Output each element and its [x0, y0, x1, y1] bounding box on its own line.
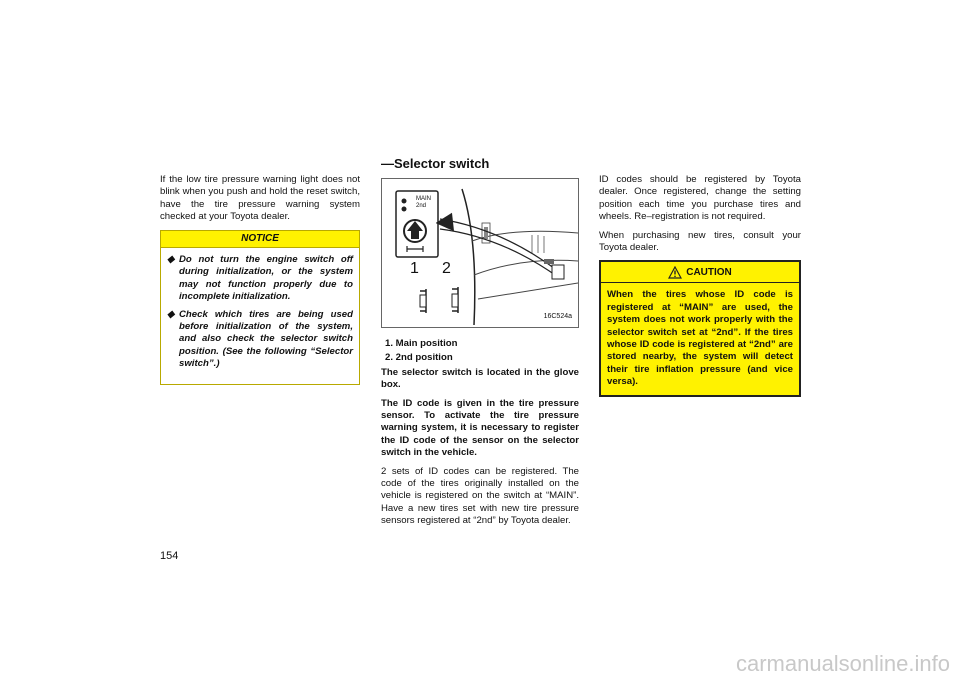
caution-text: When the tires whose ID code is registered at “MAIN” are used, the system does not work properly with the selector switch set at “2nd”. If the tires whose ID code is registered at “2nd” are stored nearby, the system will detect their tire inflation pressure (and vice versa).	[607, 289, 793, 388]
caution-title: CAUTION	[686, 266, 732, 278]
registration-paragraph: 2 sets of ID codes can be registered. The code of the tires originally installed on the vehicle is registered on the switch at “MAIN”. Have a new tires set with new tire pressure sensors registered at “2nd” by Toyota dealer.	[381, 465, 579, 527]
notice-item-text: Check which tires are being used before initialization of the system, and also check the selector switch position. (See the following “Selector switch”.)	[179, 308, 353, 370]
watermark: carmanualsonline.info	[735, 651, 950, 676]
right-column	[599, 174, 801, 397]
diamond-bullet-icon: ◆	[167, 254, 175, 266]
page-number: 154	[160, 550, 179, 562]
id-code-paragraph: The ID code is given in the tire pressure sensor. To activate the tire pressure warning system, it is necessary to register the ID code of the sensor on the selector switch in the vehicle.	[381, 397, 579, 459]
dealer-registration-paragraph: ID codes should be registered by Toyota dealer. Once registered, change the setting position each time you purchase tires and wheels. Re–registration is not required.	[599, 174, 801, 223]
notice-box	[160, 230, 360, 385]
position-2-label: 2	[442, 260, 451, 277]
new-tires-paragraph: When purchasing new tires, consult your Toyota dealer.	[599, 229, 801, 254]
caution-header	[601, 262, 799, 283]
figure-code: 16C524a	[543, 312, 572, 320]
caution-box	[599, 260, 801, 396]
notice-item	[167, 309, 353, 371]
left-column	[160, 174, 360, 385]
intro-paragraph: If the low tire pressure warning light does not blink when you push and hold the reset switch, have the tire pressure warning system checked at your Toyota dealer.	[160, 174, 360, 223]
2nd-label: 2nd	[416, 203, 427, 209]
list-item-main-position: 1. Main position	[385, 338, 458, 349]
notice-item	[167, 254, 353, 304]
selector-switch-figure	[381, 178, 579, 328]
section-title: —Selector switch	[381, 156, 490, 171]
list-item-2nd-position: 2. 2nd position	[385, 352, 453, 364]
middle-column	[381, 156, 579, 534]
location-paragraph: The selector switch is located in the glove box.	[381, 366, 579, 391]
notice-title: NOTICE	[161, 231, 359, 248]
notice-item-text: Do not turn the engine switch off during initialization, or the system may not function properly due to incomplete initialization.	[179, 254, 353, 303]
diamond-bullet-icon: ◆	[167, 308, 175, 320]
position-1-label: 1	[410, 260, 419, 277]
main-label: MAIN	[416, 196, 431, 202]
selector-switch-illustration	[382, 179, 578, 327]
warning-triangle-icon	[668, 266, 682, 279]
